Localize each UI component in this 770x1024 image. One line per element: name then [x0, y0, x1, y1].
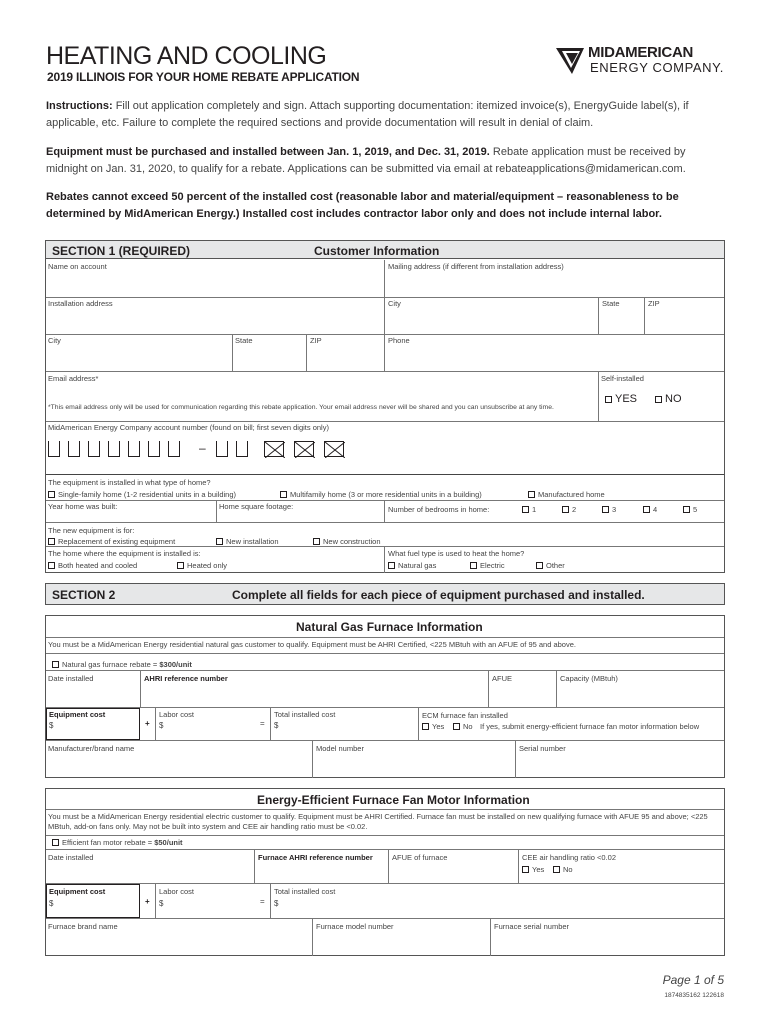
option-label: Yes: [532, 865, 545, 874]
home-type-question: The equipment is installed in what type of home?: [48, 478, 211, 487]
installation-address-field[interactable]: [48, 309, 382, 333]
furnace-date-installed-label: Date installed: [48, 674, 94, 683]
account-blocked-box: [294, 441, 314, 457]
option-label: Heated only: [187, 561, 228, 570]
cee-ratio-label: CEE air handling ratio <0.02: [522, 853, 617, 862]
fanmotor-equipment-cost-label: Equipment cost: [49, 887, 106, 896]
mailing-city-field[interactable]: [388, 309, 596, 333]
equipment-new-install-option[interactable]: [216, 537, 279, 546]
option-label: Manufactured home: [538, 490, 605, 499]
company-logo: [556, 44, 732, 78]
rebate-cap-paragraph: Rebates cannot exceed 50 percent of the installed cost (reasonable labor and material/equipment – reasonableness to be determined by MidAmerican Energy.) Installed cost includes contractor labor only and does not include internal labor.: [46, 191, 679, 220]
cee-yes-option[interactable]: [522, 865, 544, 874]
self-installed-yes[interactable]: [605, 393, 637, 405]
furnace-equipment-cost-label: Equipment cost: [49, 710, 106, 719]
install-city-field[interactable]: [48, 346, 230, 370]
account-dash: –: [199, 441, 206, 455]
mailing-address-field[interactable]: [388, 272, 722, 296]
home-type-single[interactable]: [48, 490, 236, 499]
bedroom-option-5[interactable]: [683, 505, 697, 514]
section2-heading: Complete all fields for each piece of equipment purchased and installed.: [232, 588, 645, 602]
furnace-plus-sign: +: [145, 719, 150, 728]
option-label: Electric: [480, 561, 505, 570]
account-digit-box[interactable]: [128, 441, 140, 457]
bedroom-option-2[interactable]: [562, 505, 576, 514]
furnace-date-installed-field[interactable]: [48, 684, 138, 706]
option-label: Other: [546, 561, 565, 570]
account-digit-box[interactable]: [148, 441, 160, 457]
furnace-model-field[interactable]: [316, 754, 513, 776]
furnace-model-label: Model number: [316, 744, 364, 753]
phone-label: Phone: [388, 336, 410, 345]
mailing-state-label: State: [602, 299, 620, 308]
ecm-note: If yes, submit energy-efficient furnace fan motor information below: [480, 722, 700, 731]
checkbox[interactable]: [683, 506, 690, 513]
option-label: 1: [532, 505, 537, 514]
fuel-question: What fuel type is used to heat the home?: [388, 549, 525, 558]
option-label: No: [563, 865, 573, 874]
fanmotor-ahri-field[interactable]: [258, 863, 386, 882]
ecm-no-option[interactable]: [453, 722, 473, 731]
fanmotor-total-cost-label: Total installed cost: [274, 887, 336, 896]
fanmotor-labor-cost-label: Labor cost: [159, 887, 195, 896]
page-title: HEATING AND COOLING: [46, 42, 327, 70]
fanmotor-equipment-dollar: $: [49, 899, 54, 908]
checkbox[interactable]: [216, 538, 223, 545]
checkbox[interactable]: [453, 723, 460, 730]
mailing-zip-field[interactable]: [648, 309, 722, 333]
fanmotor-afue-label: AFUE of furnace: [392, 853, 448, 862]
option-label: 2: [572, 505, 577, 514]
furnace-total-cost-label: Total installed cost: [274, 710, 336, 719]
instructions-label: Instructions:: [46, 100, 113, 112]
fanmotor-rebate[interactable]: [52, 838, 183, 847]
square-footage-field[interactable]: [300, 502, 382, 520]
logo-text-bottom: ENERGY COMPANY.: [590, 60, 724, 75]
option-label: Natural gas: [398, 561, 437, 570]
email-label: Email address*: [48, 374, 99, 383]
fanmotor-afue-field[interactable]: [392, 863, 516, 882]
bedroom-option-4[interactable]: [643, 505, 657, 514]
bedroom-option-1[interactable]: [522, 505, 536, 514]
fanmotor-model-field[interactable]: [316, 932, 488, 954]
phone-field[interactable]: [388, 346, 722, 370]
logo-text-top: MIDAMERICAN: [588, 44, 694, 61]
ecm-label: ECM furnace fan installed: [422, 711, 508, 720]
checkbox[interactable]: [388, 562, 395, 569]
page-subtitle: 2019 ILLINOIS FOR YOUR HOME REBATE APPLICATION: [47, 70, 360, 84]
heated-question: The home where the equipment is installed is:: [48, 549, 201, 558]
home-type-manufactured[interactable]: [528, 490, 605, 499]
checkbox[interactable]: [177, 562, 184, 569]
yes-checkbox[interactable]: [605, 396, 612, 403]
mailing-city-label: City: [388, 299, 401, 308]
bedrooms-label: Number of bedrooms in home:: [388, 505, 490, 514]
email-field[interactable]: [48, 384, 596, 402]
furnace-rebate[interactable]: [52, 660, 192, 669]
furnace-serial-field[interactable]: [519, 754, 722, 776]
furnace-afue-label: AFUE: [492, 674, 513, 683]
fanmotor-ahri-label: Furnace AHRI reference number: [258, 853, 373, 862]
fanmotor-note: You must be a MidAmerican Energy residential electric customer to qualify. Equipment must be AHRI Certified. Furnace fan must be installed on new qualifying furnace with AFUE 95 and above; <225 MBtuh, add-on fans only. May not be built into system and CEE air handling ratio must be <0.02.: [48, 812, 708, 831]
account-digit-box[interactable]: [236, 441, 248, 457]
checkbox[interactable]: [602, 506, 609, 513]
furnace-total-cost-field[interactable]: [285, 718, 415, 738]
fanmotor-model-label: Furnace model number: [316, 922, 394, 931]
install-state-label: State: [235, 336, 253, 345]
furnace-rebate-value: $300/unit: [159, 660, 192, 669]
furnace-note: You must be a MidAmerican Energy residential natural gas customer to qualify. Equipment must be AHRI Certified, <225 MBtuh with an AFUE of 95 and above.: [48, 640, 576, 649]
deadline-paragraph: [46, 144, 726, 178]
furnace-equipment-dollar: $: [49, 721, 54, 730]
option-label: Replacement of existing equipment: [58, 537, 176, 546]
account-digit-box[interactable]: [216, 441, 228, 457]
account-number-label: MidAmerican Energy Company account number (found on bill; first seven digits only): [48, 423, 329, 432]
furnace-labor-cost-label: Labor cost: [159, 710, 195, 719]
checkbox[interactable]: [553, 866, 560, 873]
fanmotor-date-installed-label: Date installed: [48, 853, 94, 862]
fuel-natural-gas-option[interactable]: [388, 561, 436, 570]
checkbox[interactable]: [522, 866, 529, 873]
checkbox[interactable]: [422, 723, 429, 730]
page-number: Page 1 of 5: [662, 973, 724, 987]
furnace-capacity-label: Capacity (MBtuh): [560, 674, 618, 683]
cee-no-option[interactable]: [553, 865, 573, 874]
equipment-replacement-option[interactable]: [48, 537, 175, 546]
furnace-manufacturer-label: Manufacturer/brand name: [48, 744, 135, 753]
new-equipment-question: The new equipment is for:: [48, 526, 135, 535]
furnace-total-dollar: $: [274, 721, 279, 730]
deadline-bold: Equipment must be purchased and installed between Jan. 1, 2019, and Dec. 31, 2019.: [46, 146, 490, 158]
furnace-manufacturer-field[interactable]: [48, 754, 310, 776]
no-label: NO: [665, 393, 682, 405]
furnace-afue-field[interactable]: [492, 684, 554, 706]
option-label: 4: [653, 505, 658, 514]
account-digit-box[interactable]: [48, 441, 60, 457]
fanmotor-total-cost-field[interactable]: [285, 896, 722, 916]
fanmotor-serial-label: Furnace serial number: [494, 922, 570, 931]
section2-label: SECTION 2: [52, 588, 116, 602]
account-digit-box[interactable]: [68, 441, 80, 457]
mailing-address-label: Mailing address (if different from installation address): [388, 262, 564, 271]
furnace-equals-sign: =: [260, 719, 265, 728]
option-label: Single-family home (1-2 residential units in a building): [58, 490, 237, 499]
section1-label: SECTION 1 (REQUIRED): [52, 244, 191, 258]
fanmotor-brand-label: Furnace brand name: [48, 922, 118, 931]
year-built-label: Year home was built:: [48, 502, 118, 511]
option-label: Yes: [432, 722, 445, 731]
fanmotor-rebate-value: $50/unit: [154, 838, 183, 847]
equipment-new-construction-option[interactable]: [313, 537, 381, 546]
account-digit-box[interactable]: [168, 441, 180, 457]
year-built-field[interactable]: [124, 502, 214, 520]
checkbox[interactable]: [48, 538, 55, 545]
furnace-ahri-label: AHRI reference number: [144, 674, 228, 683]
document-code: 1874835162 122618: [664, 992, 724, 999]
checkbox[interactable]: [470, 562, 477, 569]
install-zip-field[interactable]: [310, 346, 382, 370]
square-footage-label: Home square footage:: [219, 502, 294, 511]
checkbox[interactable]: [562, 506, 569, 513]
instructions-paragraph: [46, 98, 726, 132]
option-label: New construction: [323, 537, 381, 546]
option-label: No: [463, 722, 473, 731]
mailing-zip-label: ZIP: [648, 299, 660, 308]
option-label: 5: [693, 505, 698, 514]
fanmotor-plus-sign: +: [145, 897, 150, 906]
furnace-heading: Natural Gas Furnace Information: [296, 620, 483, 634]
option-label: 3: [612, 505, 617, 514]
logo-mark-icon: [556, 46, 586, 76]
ecm-yes-option[interactable]: [422, 722, 444, 731]
home-type-multi[interactable]: [280, 490, 482, 499]
name-on-account-field[interactable]: [48, 272, 382, 296]
instructions-text: Fill out application completely and sign. Attach supporting documentation: itemized invoice(s), EnergyGuide label(s), if applicable, etc. Failure to complete the required sections and provide documentation will result in denial of claim.: [46, 100, 689, 129]
checkbox[interactable]: [313, 538, 320, 545]
furnace-labor-dollar: $: [159, 721, 164, 730]
checkbox[interactable]: [48, 562, 55, 569]
self-installed-no[interactable]: [655, 393, 682, 405]
install-state-field[interactable]: [235, 346, 305, 370]
furnace-labor-cost-field[interactable]: [170, 718, 268, 738]
bedroom-option-3[interactable]: [602, 505, 616, 514]
fuel-other-option[interactable]: [536, 561, 565, 570]
self-installed-label: Self-installed: [601, 374, 644, 383]
checkbox[interactable]: [643, 506, 650, 513]
furnace-capacity-field[interactable]: [560, 684, 722, 706]
name-on-account-label: Name on account: [48, 262, 107, 271]
checkbox[interactable]: [528, 491, 535, 498]
account-blocked-box: [324, 441, 344, 457]
checkbox[interactable]: [522, 506, 529, 513]
fanmotor-labor-dollar: $: [159, 899, 164, 908]
fanmotor-total-dollar: $: [274, 899, 279, 908]
deadline-text: Rebate application must be received by midnight on Jan. 31, 2020, to qualify for a rebate. Applications can be submitted via email at rebateapplications@midamerican.com.: [46, 146, 686, 175]
option-label: New installation: [226, 537, 279, 546]
option-label: Both heated and cooled: [58, 561, 138, 570]
heated-both-option[interactable]: [48, 561, 137, 570]
furnace-rebate-label: Natural gas furnace rebate =: [62, 660, 160, 669]
yes-label: YES: [615, 393, 638, 405]
heated-only-option[interactable]: [177, 561, 227, 570]
install-city-label: City: [48, 336, 61, 345]
account-digit-box[interactable]: [108, 441, 120, 457]
furnace-rebate-checkbox[interactable]: [52, 661, 59, 668]
fanmotor-brand-field[interactable]: [48, 932, 310, 954]
section1-heading: Customer Information: [314, 244, 440, 258]
fanmotor-heading: Energy-Efficient Furnace Fan Motor Information: [257, 793, 530, 807]
furnace-ahri-field[interactable]: [144, 684, 486, 706]
option-label: Multifamily home (3 or more residential units in a building): [290, 490, 482, 499]
fuel-electric-option[interactable]: [470, 561, 505, 570]
no-checkbox[interactable]: [655, 396, 662, 403]
fanmotor-rebate-label: Efficient fan motor rebate =: [62, 838, 155, 847]
fanmotor-labor-cost-field[interactable]: [170, 896, 268, 916]
checkbox[interactable]: [280, 491, 287, 498]
account-blocked-box: [264, 441, 284, 457]
fanmotor-serial-field[interactable]: [494, 932, 722, 954]
installation-address-label: Installation address: [48, 299, 113, 308]
checkbox[interactable]: [48, 491, 55, 498]
furnace-serial-label: Serial number: [519, 744, 566, 753]
account-digit-box[interactable]: [88, 441, 100, 457]
checkbox[interactable]: [536, 562, 543, 569]
fanmotor-rebate-checkbox[interactable]: [52, 839, 59, 846]
email-note: *This email address only will be used for communication regarding this rebate application. Your email address never will be shared and you can unsubscribe at any time.: [48, 404, 554, 411]
fanmotor-equals-sign: =: [260, 897, 265, 906]
mailing-state-field[interactable]: [602, 309, 642, 333]
install-zip-label: ZIP: [310, 336, 322, 345]
fanmotor-date-installed-field[interactable]: [48, 863, 252, 882]
